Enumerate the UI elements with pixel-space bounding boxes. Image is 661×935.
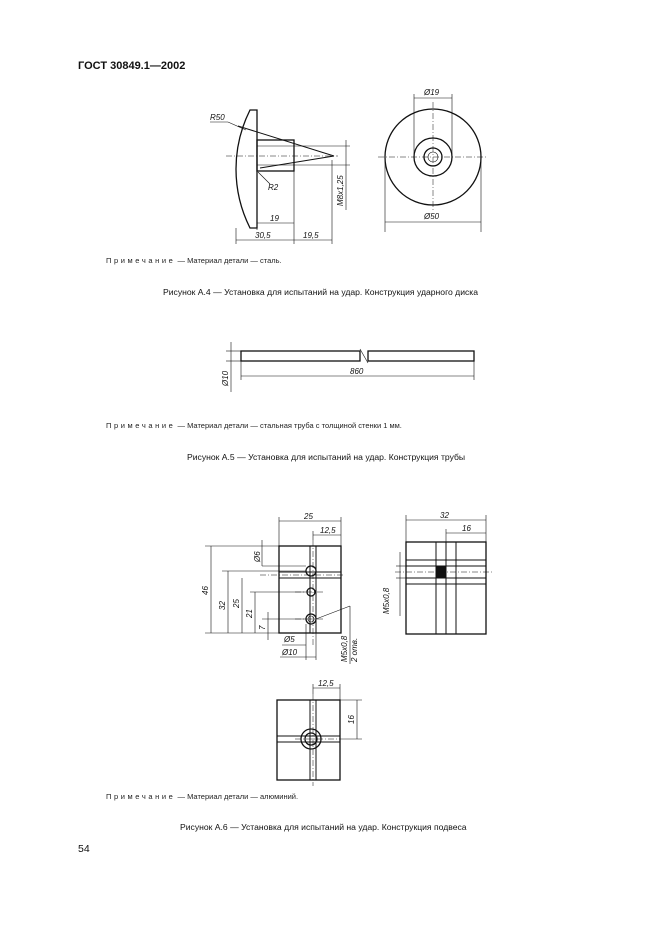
label-d19: Ø19	[424, 88, 440, 97]
label-m8: M8x1,25	[336, 175, 345, 206]
label-two-holes: 2 отв.	[350, 637, 359, 662]
label-r2: R2	[268, 183, 279, 192]
label-h21: 21	[245, 609, 254, 618]
label-19: 19	[270, 214, 279, 223]
page-number: 54	[78, 843, 90, 855]
caption-a5: Рисунок А.5 — Установка для испытаний на удар. Конструкция трубы	[187, 452, 466, 462]
label-h25: 25	[232, 599, 241, 608]
caption-a4: Рисунок А.4 — Установка для испытаний на удар. Конструкция ударного диска	[163, 287, 479, 297]
caption-a6: Рисунок А.6 — Установка для испытаний на удар. Конструкция подвеса	[180, 822, 467, 832]
label-19-5: 19,5	[303, 231, 319, 240]
label-w16: 16	[462, 524, 471, 533]
document-code: ГОСТ 30849.1—2002	[78, 60, 186, 72]
note-a6	[106, 792, 298, 801]
label-w32: 32	[440, 511, 449, 520]
label-m5: M5x0,8	[340, 635, 349, 662]
label-w25: 25	[304, 512, 313, 521]
label-r50: R50	[210, 113, 225, 122]
note-a4-prefix: Примечание	[106, 256, 176, 265]
note-a6-prefix: Примечание	[106, 792, 176, 801]
label-30-5: 30,5	[255, 231, 271, 240]
note-a6-text: — Материал детали — алюминий.	[177, 792, 299, 801]
label-h7: 7	[258, 625, 267, 630]
label-d5: Ø5	[284, 635, 295, 644]
label-d10: Ø10	[282, 648, 298, 657]
label-d6: Ø6	[253, 551, 262, 562]
label-860: 860	[350, 367, 364, 376]
label-tube-d10: Ø10	[221, 370, 230, 386]
label-w12-5: 12,5	[320, 526, 336, 535]
note-a4-text: — Материал детали — сталь.	[177, 256, 282, 265]
label-b16: 16	[347, 715, 356, 724]
label-b12-5: 12,5	[318, 679, 334, 688]
label-h46: 46	[201, 586, 210, 595]
note-a5-text: — Материал детали — стальная труба с толщиной стенки 1 мм.	[177, 421, 402, 430]
label-d50: Ø50	[424, 212, 440, 221]
label-h32: 32	[218, 601, 227, 610]
label-m5-side: M5x0,8	[382, 587, 391, 614]
note-a5-prefix: Примечание	[106, 421, 176, 430]
